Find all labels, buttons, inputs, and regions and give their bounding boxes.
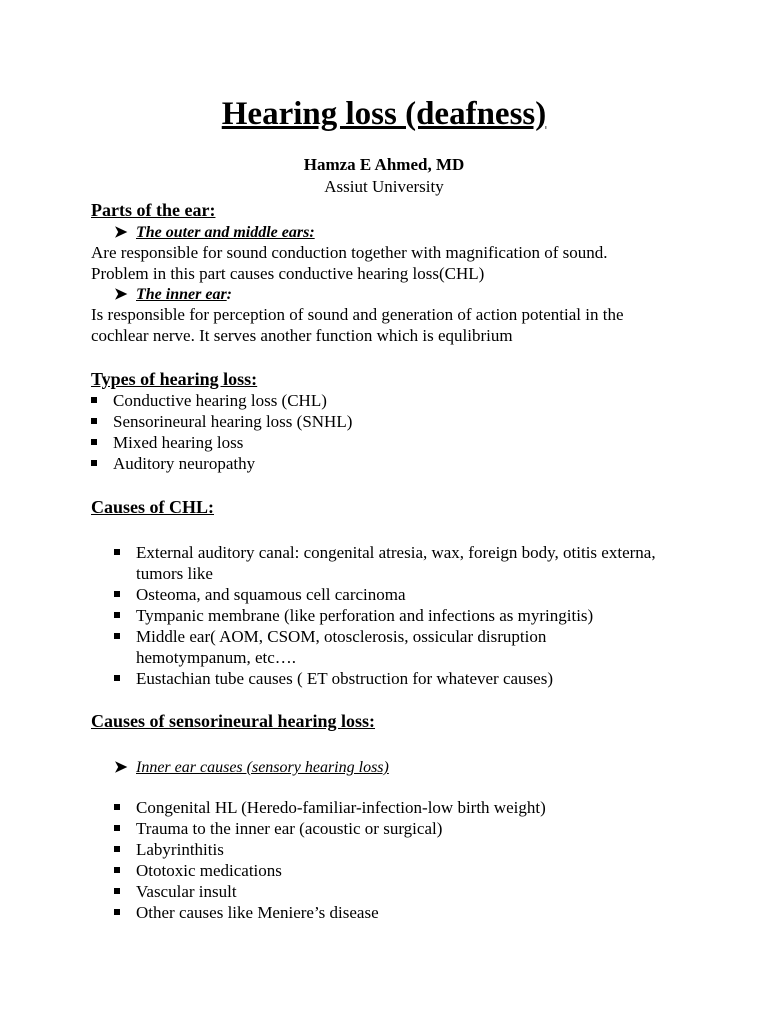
- list-item: [114, 839, 684, 860]
- square-bullet-icon: [114, 888, 120, 894]
- author-affiliation: Assiut University: [324, 177, 444, 196]
- paragraph-outer-middle-line-2: Problem in this part causes conductive hearing loss(CHL): [91, 264, 485, 283]
- square-bullet-icon: [114, 909, 120, 915]
- heading-causes-of-chl: Causes of CHL:: [91, 497, 215, 517]
- list-item-text: Tympanic membrane (like perforation and infections as myringitis): [136, 606, 594, 625]
- list-item: [91, 411, 691, 432]
- subheading-inner-ear-causes: [114, 757, 389, 778]
- paragraph-inner-ear-line-2: cochlear nerve. It serves another function which is equlibrium: [91, 326, 513, 345]
- list-item-text: Other causes like Meniere’s disease: [136, 903, 379, 922]
- list-item-text: Middle ear( AOM, CSOM, otosclerosis, ossicular disruption hemotympanum, etc….: [136, 627, 547, 667]
- subheading-colon: :: [226, 286, 232, 303]
- list-item: [91, 432, 691, 453]
- list-item-text: Congenital HL (Heredo-familiar-infection-low birth weight): [136, 798, 546, 817]
- list-item: [114, 797, 684, 818]
- list-item-text: Labyrinthitis: [136, 840, 224, 859]
- square-bullet-icon: [114, 675, 120, 681]
- square-bullet-icon: [114, 549, 120, 555]
- list-item: [91, 453, 691, 474]
- subheading-label: The inner ear: [136, 286, 227, 303]
- square-bullet-icon: [91, 418, 97, 424]
- list-item: [114, 584, 684, 605]
- list-item: [114, 668, 684, 689]
- square-bullet-icon: [114, 612, 120, 618]
- paragraph-outer-middle-line-1: Are responsible for sound conduction together with magnification of sound.: [91, 243, 608, 262]
- list-item: [114, 860, 684, 881]
- list-item-text: Trauma to the inner ear (acoustic or surgical): [136, 819, 443, 838]
- list-item-text: Auditory neuropathy: [113, 454, 256, 473]
- list-item-text: Vascular insult: [136, 882, 237, 901]
- author-name: Hamza E Ahmed, MD: [303, 155, 465, 174]
- list-item-text: Sensorineural hearing loss (SNHL): [113, 412, 353, 431]
- square-bullet-icon: [91, 460, 97, 466]
- subheading-outer-middle-ears: [114, 222, 315, 243]
- subheading-label: The outer and middle ears:: [136, 224, 315, 241]
- square-bullet-icon: [114, 591, 120, 597]
- list-item-text: Eustachian tube causes ( ET obstruction for whatever causes): [136, 669, 553, 688]
- subheading-inner-ear: [114, 284, 232, 305]
- square-bullet-icon: [114, 804, 120, 810]
- list-item: [114, 818, 684, 839]
- arrow-bullet-icon: ➤: [114, 286, 128, 303]
- list-item: [114, 542, 684, 584]
- square-bullet-icon: [114, 867, 120, 873]
- arrow-bullet-icon: ➤: [114, 759, 128, 776]
- list-item-text: Mixed hearing loss: [113, 433, 244, 452]
- square-bullet-icon: [91, 397, 97, 403]
- chl-causes-list: [114, 542, 684, 689]
- list-item: [114, 902, 684, 923]
- list-item-text: External auditory canal: congenital atresia, wax, foreign body, otitis externa, tumors like: [136, 543, 656, 583]
- paragraph-inner-ear-line-1: Is responsible for perception of sound and generation of action potential in the: [91, 305, 624, 324]
- page-title: Hearing loss (deafness): [221, 96, 547, 132]
- subheading-label: Inner ear causes (sensory hearing loss): [136, 759, 389, 776]
- types-list: [91, 390, 691, 474]
- list-item: [114, 881, 684, 902]
- snhl-causes-list: [114, 797, 684, 923]
- list-item-text: Osteoma, and squamous cell carcinoma: [136, 585, 406, 604]
- list-item: [91, 390, 691, 411]
- square-bullet-icon: [114, 633, 120, 639]
- square-bullet-icon: [114, 846, 120, 852]
- heading-parts-of-ear: Parts of the ear:: [91, 200, 216, 220]
- list-item: [114, 605, 684, 626]
- arrow-bullet-icon: ➤: [114, 224, 128, 241]
- list-item: [114, 626, 576, 668]
- list-item-text: Ototoxic medications: [136, 861, 282, 880]
- square-bullet-icon: [114, 825, 120, 831]
- square-bullet-icon: [91, 439, 97, 445]
- heading-types-of-hearing-loss: Types of hearing loss:: [91, 369, 258, 389]
- list-item-text: Conductive hearing loss (CHL): [113, 391, 327, 410]
- heading-causes-of-snhl: Causes of sensorineural hearing loss:: [91, 711, 376, 731]
